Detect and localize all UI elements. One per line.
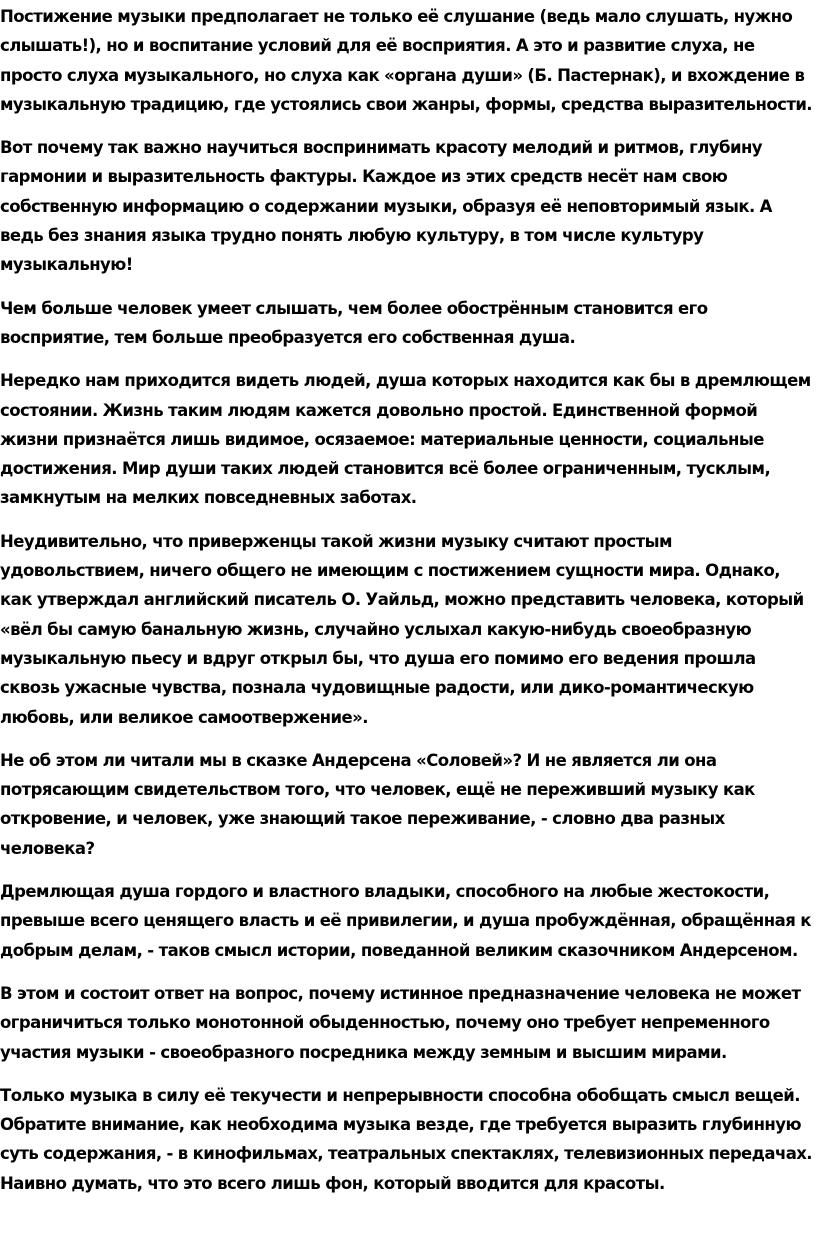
- text-line: «вёл бы самую банальную жизнь, случайно услыхал какую-нибудь своеобразную: [0, 619, 752, 639]
- text-line: Только музыка в силу её текучести и непрерывности способна обобщать смысл вещей.: [0, 1085, 800, 1105]
- text-line: сквозь ужасные чувства, познала чудовищные радости, или дико-романтическую: [0, 678, 754, 698]
- text-line: музыкальную традицию, где устоялись свои жанры, формы, средства выразительности.: [0, 94, 813, 114]
- text-line: превыше всего ценящего власть и её привилегии, и душа пробуждённая, обращённая к: [0, 911, 811, 931]
- paragraph-2: [0, 133, 816, 279]
- text-line: Обратите внимание, как необходима музыка везде, где требуется выразить глубинную: [0, 1115, 801, 1135]
- text-line: как утверждал английский писатель О. Уайльд, можно представить человека, который: [0, 590, 804, 610]
- text-line: состоянии. Жизнь таким людям кажется довольно простой. Единственной формой: [0, 400, 758, 420]
- text-line: собственную информацию о содержании музыки, образуя её неповторимый язык. А: [0, 196, 772, 216]
- text-line: Неудивительно, что приверженцы такой жизни музыку считают простым: [0, 531, 672, 551]
- paragraph-7: [0, 877, 816, 965]
- paragraph-3: [0, 294, 816, 353]
- text-line: добрым делам, - таков смысл истории, поведанной великим сказочником Андерсеном.: [0, 940, 798, 960]
- text-line: участия музыки - своеобразного посредника между земным и высшим мирами.: [0, 1042, 727, 1062]
- text-line: замкнутым на мелких повседневных заботах.: [0, 488, 417, 508]
- paragraph-9: [0, 1081, 816, 1198]
- text-line: удовольствием, ничего общего не имеющим с постижением сущности мира. Однако,: [0, 561, 780, 581]
- text-line: просто слуха музыкального, но слуха как «органа души» (Б. Пастернак), и вхождение в: [0, 65, 805, 85]
- text-line: Чем больше человек умеет слышать, чем более обострённым становится его: [0, 298, 708, 318]
- text-line: жизни признаётся лишь видимое, осязаемое: материальные ценности, социальные: [0, 429, 764, 449]
- text-line: откровение, и человек, уже знающий такое переживание, - словно два разных: [0, 809, 725, 829]
- text-line: музыкальную!: [0, 255, 133, 275]
- text-line: Не об этом ли читали мы в сказке Андерсена «Соловей»? И не является ли она: [0, 750, 717, 770]
- text-line: ведь без знания языка трудно понять любую культуру, в том числе культуру: [0, 226, 704, 246]
- text-line: Нередко нам приходится видеть людей, душа которых находится как бы в дремлющем: [0, 371, 811, 391]
- paragraph-6: [0, 746, 816, 863]
- text-line: Постижение музыки предполагает не только её слушание (ведь мало слушать, нужно: [0, 7, 793, 26]
- text-line: Дремлющая душа гордого и властного владыки, способного на любые жестокости,: [0, 882, 770, 902]
- text-line: Вот почему так важно научиться воспринимать красоту мелодий и ритмов, глубину: [0, 138, 763, 158]
- text-line: Наивно думать, что это всего лишь фон, который вводится для красоты.: [0, 1173, 665, 1193]
- text-line: потрясающим свидетельством того, что человек, ещё не переживший музыку как: [0, 780, 755, 800]
- text-line: достижения. Мир души таких людей становится всё более ограниченным, тусклым,: [0, 459, 771, 479]
- text-line: любовь, или великое самоотвержение».: [0, 707, 368, 727]
- paragraph-8: [0, 979, 816, 1067]
- text-line: восприятие, тем больше преобразуется его собственная душа.: [0, 327, 576, 347]
- text-line: слышать!), но и воспитание условий для её восприятия. А это и развитие слуха, не: [0, 36, 755, 56]
- text-line: музыкальную пьесу и вдруг открыл бы, что душа его помимо его ведения прошла: [0, 648, 756, 668]
- paragraph-1: [0, 2, 816, 119]
- paragraph-5: [0, 527, 816, 732]
- text-line: суть содержания, - в кинофильмах, театральных спектаклях, телевизионных передачах.: [0, 1144, 812, 1164]
- paragraph-4: [0, 366, 816, 512]
- text-line: ограничиться только монотонной обыденностью, почему оно требует непременного: [0, 1013, 770, 1033]
- text-line: человека?: [0, 838, 95, 858]
- text-line: В этом и состоит ответ на вопрос, почему истинное предназначение человека не может: [0, 983, 801, 1003]
- text-line: гармонии и выразительность фактуры. Каждое из этих средств несёт нам свою: [0, 167, 728, 187]
